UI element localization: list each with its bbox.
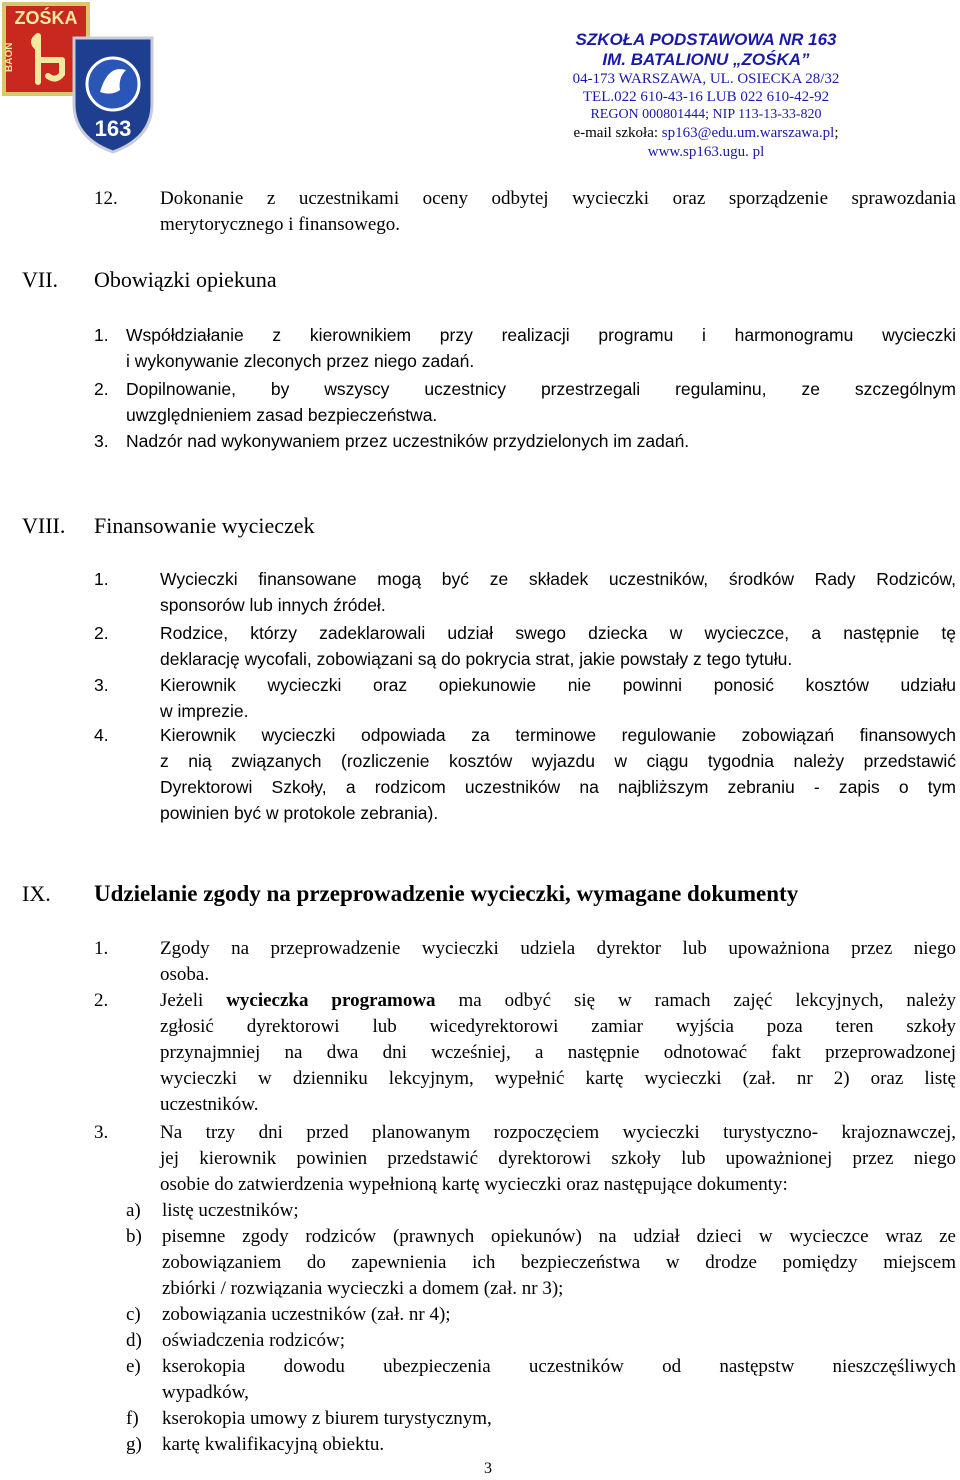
subitem-letter: e) xyxy=(126,1356,141,1377)
section-title: Finansowanie wycieczek xyxy=(94,513,315,538)
subitem-letter: c) xyxy=(126,1304,141,1325)
school-phone: TEL.022 610-43-16 LUB 022 610-42-92 xyxy=(582,89,830,105)
logo-baon-text: BAON xyxy=(4,42,15,72)
item-text: osoba. xyxy=(160,964,210,985)
item-text: Kierownik wycieczki oraz opiekunowie nie powinni ponosić kosztów udziału xyxy=(160,675,956,695)
item-text: merytorycznego i finansowego. xyxy=(160,214,401,235)
item-number: 2. xyxy=(94,379,109,399)
subitem-text: zobowiązania uczestników (zał. nr 4); xyxy=(162,1304,451,1325)
item-text: uczestników. xyxy=(160,1094,259,1115)
section-title: Obowiązki opiekuna xyxy=(94,267,277,292)
item-text: wycieczki w dzienniku lekcyjnym, wypełnić kartę wycieczki (zał. nr 2) oraz listę xyxy=(160,1068,956,1089)
subitem-letter: d) xyxy=(126,1330,142,1351)
page-number: 3 xyxy=(484,1460,492,1477)
item-number: 3. xyxy=(94,675,109,695)
subitem-text: listę uczestników; xyxy=(162,1200,299,1221)
school-name-line-2: IM. BATALIONU „ZOŚKA” xyxy=(602,50,810,69)
item-text: Dyrektorowi Szkoły, a rodzicom uczestników na najbliższym zebraniu - zapis o tym xyxy=(160,777,956,797)
email-suffix: ; xyxy=(834,125,839,141)
text-fragment: ma odbyć się w ramach zajęć lekcyjnych, należy xyxy=(435,990,956,1011)
item-number: 1. xyxy=(94,938,109,959)
item-text: osobie do zatwierdzenia wypełnioną kartę wycieczki oraz następujące dokumenty: xyxy=(160,1174,788,1195)
school-email-line xyxy=(496,124,916,142)
item-text: i wykonywanie zleconych przez niego zadań. xyxy=(126,351,475,371)
item-number: 4. xyxy=(94,725,109,745)
section-number: IX. xyxy=(22,881,51,906)
section-number: VIII. xyxy=(22,513,66,538)
logo-zoska-text: ZOŚKA xyxy=(14,8,78,28)
item-number: 12. xyxy=(94,188,118,209)
text-fragment: Jeżeli xyxy=(160,990,227,1011)
item-number: 2. xyxy=(94,990,109,1011)
item-text: Współdziałanie z kierownikiem przy realizacji programu i harmonogramu wycieczki xyxy=(126,325,956,345)
subitem-text: oświadczenia rodziców; xyxy=(162,1330,346,1351)
item-text: jej kierownik powinien przedstawić dyrektorowi szkoły lub upoważnionej przez niego xyxy=(160,1148,956,1169)
school-163-shield-logo xyxy=(68,34,158,154)
item-text: Zgody na przeprowadzenie wycieczki udziela dyrektor lub upoważniona przez niego xyxy=(160,938,956,959)
item-text: sponsorów lub innych źródeł. xyxy=(160,595,386,615)
item-text: przynajmniej na dwa dni wcześniej, a następnie odnotować fakt przeprowadzonej xyxy=(160,1042,956,1063)
item-number: 3. xyxy=(94,431,109,451)
emphasis-text: wycieczka programowa xyxy=(226,990,436,1011)
item-text: Rodzice, którzy zadeklarowali udział swego dziecka w wycieczce, a następnie tę xyxy=(160,623,956,643)
item-text: Nadzór nad wykonywaniem przez uczestników przydzielonych im zadań. xyxy=(126,431,690,451)
item-text: deklarację wycofali, zobowiązani są do pokrycia strat, jakie powstały z tego tytułu. xyxy=(160,649,793,669)
school-header-info xyxy=(496,30,916,162)
section-number: VII. xyxy=(22,267,59,292)
school-regon: REGON 000801444; NIP 113-13-33-820 xyxy=(590,107,822,122)
subitem-text: kserokopia umowy z biurem turystycznym, xyxy=(162,1408,492,1429)
item-number: 1. xyxy=(94,569,109,589)
subitem-text: wypadków, xyxy=(162,1382,249,1403)
email-link[interactable]: sp163@edu.um.warszawa.pl xyxy=(661,125,835,141)
subitem-text: zbiórki / rozwiązania wycieczki a domem (zał. nr 3); xyxy=(162,1278,564,1299)
item-text: Dokonanie z uczestnikami oceny odbytej wycieczki oraz sporządzenie sprawozdania xyxy=(160,188,956,209)
subitem-letter: g) xyxy=(126,1434,142,1455)
subitem-text: kserokopia dowodu ubezpieczenia uczestników od następstw nieszczęśliwych xyxy=(162,1356,956,1377)
item-number: 2. xyxy=(94,623,109,643)
section-title: Udzielanie zgody na przeprowadzenie wycieczki, wymagane dokumenty xyxy=(94,881,799,906)
logo-163-text: 163 xyxy=(94,116,132,141)
school-address: 04-173 WARSZAWA, UL. OSIECKA 28/32 xyxy=(572,71,840,87)
item-text: Wycieczki finansowane mogą być ze składek uczestników, środków Rady Rodziców, xyxy=(160,569,956,589)
subitem-text: pisemne zgody rodziców (prawnych opiekunów) na udział dzieci w wycieczce wraz ze xyxy=(162,1226,956,1247)
item-text: Na trzy dni przed planowanym rozpoczęciem wycieczki turystyczno- krajoznawczej, xyxy=(160,1122,956,1143)
item-number: 1. xyxy=(94,325,109,345)
school-name-line-1: SZKOŁA PODSTAWOWA NR 163 xyxy=(575,30,837,49)
subitem-text: zobowiązaniem do zapewnienia ich bezpieczeństwa w drodze pomiędzy miejscem xyxy=(162,1252,956,1273)
subitem-text: kartę kwalifikacyjną obiektu. xyxy=(162,1434,385,1455)
item-text: powinien być w protokole zebrania). xyxy=(160,803,439,823)
item-number: 3. xyxy=(94,1122,109,1143)
item-text xyxy=(160,988,956,1014)
item-text: z nią związanych (rozliczenie kosztów wyjazdu w ciągu tygodnia należy przedstawić xyxy=(160,751,956,771)
item-text: zgłosić dyrektorowi lub wicedyrektorowi zamiar wyjścia poza teren szkoły xyxy=(160,1016,956,1037)
item-text: Kierownik wycieczki odpowiada za terminowe regulowanie zobowiązań finansowych xyxy=(160,725,956,745)
item-text: Dopilnowanie, by wszyscy uczestnicy przestrzegali regulaminu, ze szczególnym xyxy=(126,379,956,399)
subitem-letter: b) xyxy=(126,1226,142,1247)
item-text: uwzględnieniem zasad bezpieczeństwa. xyxy=(126,405,438,425)
subitem-letter: a) xyxy=(126,1200,141,1221)
subitem-letter: f) xyxy=(126,1408,139,1429)
school-website-link[interactable]: www.sp163.ugu. pl xyxy=(647,144,765,160)
email-label: e-mail szkoła: xyxy=(573,125,662,141)
item-text: w imprezie. xyxy=(160,701,249,721)
